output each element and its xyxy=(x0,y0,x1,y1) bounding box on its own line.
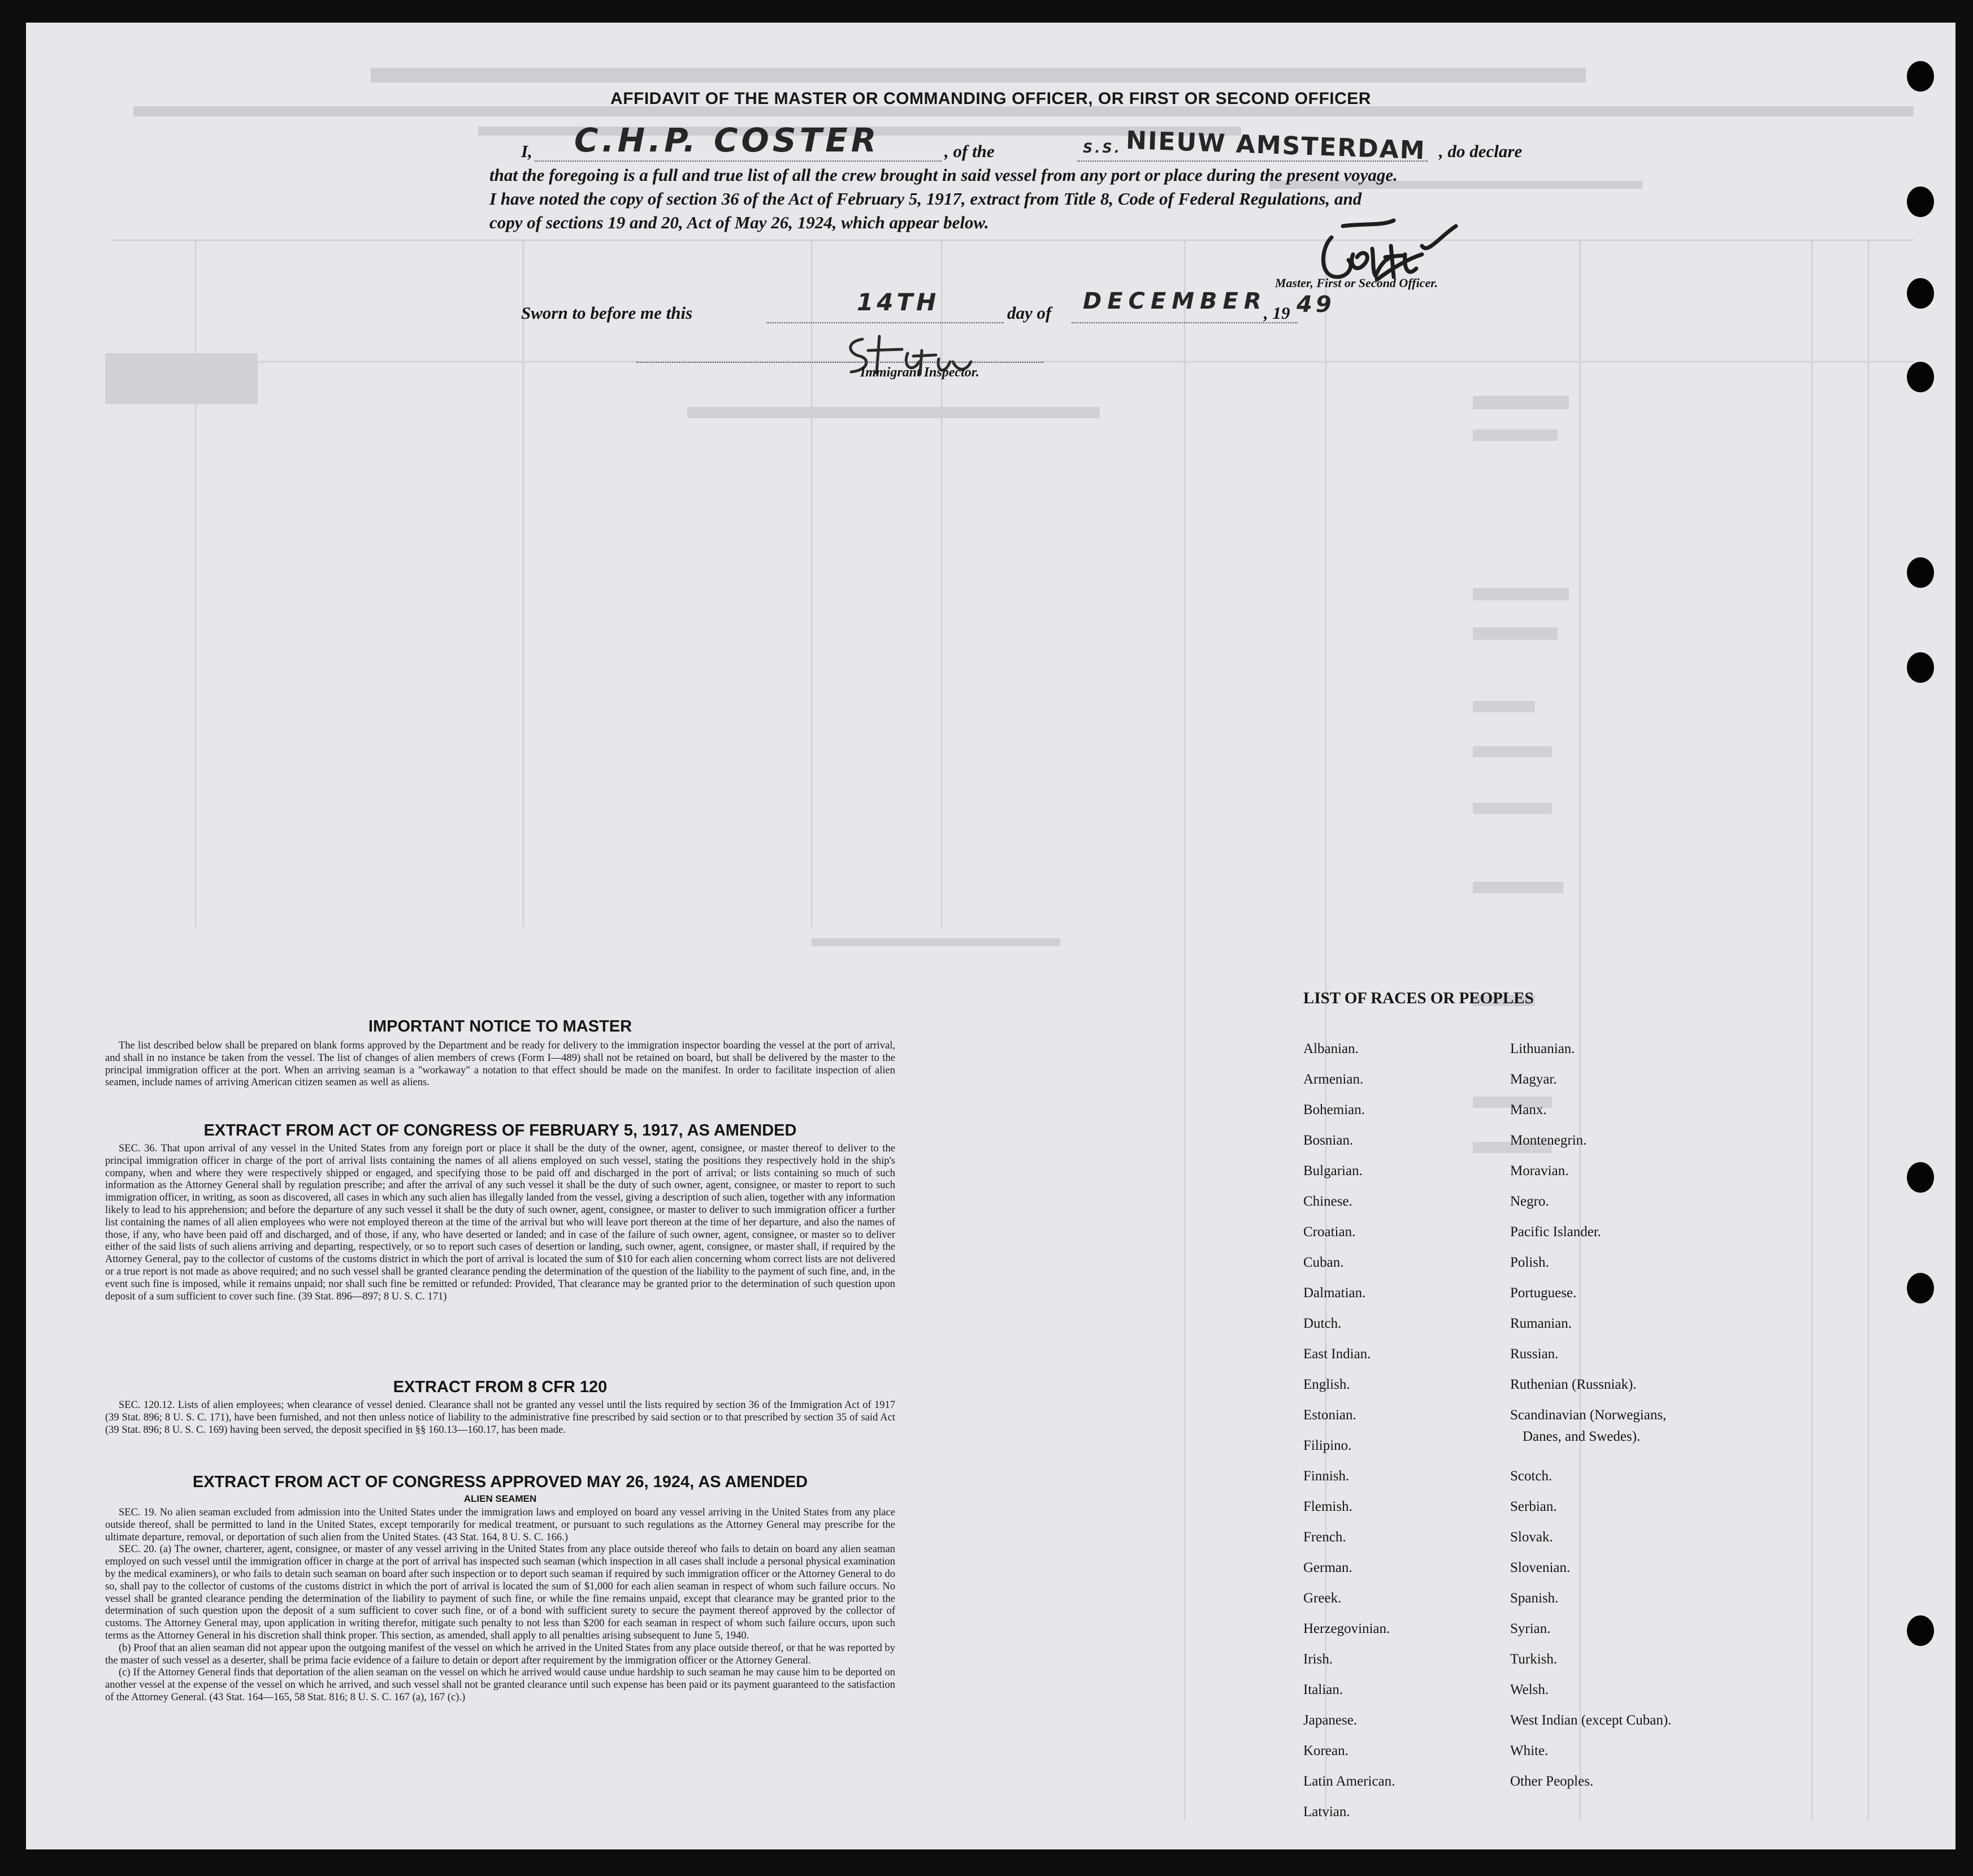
punch-hole xyxy=(1907,1615,1934,1646)
race-item: Montenegrin. xyxy=(1510,1133,1587,1148)
race-item: Manx. xyxy=(1510,1102,1547,1117)
inspector-caption: Immigrant Inspector. xyxy=(860,365,979,380)
race-item: Rumanian. xyxy=(1510,1316,1572,1331)
vessel-name-handwritten: NIEUW AMSTERDAM xyxy=(1125,125,1426,166)
extract-cfr-title: EXTRACT FROM 8 CFR 120 xyxy=(393,1378,608,1396)
race-item: Moravian. xyxy=(1510,1163,1569,1179)
race-item: West Indian (except Cuban). xyxy=(1510,1713,1672,1728)
sworn-day-handwritten: 14TH xyxy=(857,288,940,316)
extract-1924-sec19: SEC. 19. No alien seaman excluded from admission into the United States under the immigration laws and employed on board any vessel arriving in the United States from any place outside thereof, shall be permitted to land in the United States, except temporarily for medical treatment, or pursuant to such regulations as the Attorney General may prescribe for the ultimate departure, removal, or deportation of such alien from the United States. (43 Stat. 164, 8 U. S. C. 166.) xyxy=(105,1507,895,1543)
race-item: Bulgarian. xyxy=(1303,1163,1363,1179)
extract-1924-subtitle: ALIEN SEAMEN xyxy=(463,1493,537,1504)
race-item: Other Peoples. xyxy=(1510,1774,1594,1789)
race-item: Turkish. xyxy=(1510,1652,1558,1667)
declaration-prefix: I, xyxy=(521,141,532,161)
inspector-signature-line xyxy=(636,362,1043,363)
race-item: Armenian. xyxy=(1303,1072,1364,1087)
race-item: Magyar. xyxy=(1510,1072,1557,1087)
punch-hole xyxy=(1907,278,1934,309)
race-item: Latin American. xyxy=(1303,1774,1395,1789)
race-item: Welsh. xyxy=(1510,1682,1549,1697)
master-name-line xyxy=(535,161,942,162)
punch-hole xyxy=(1907,1273,1934,1303)
race-item: Negro. xyxy=(1510,1194,1549,1209)
race-item: Portuguese. xyxy=(1510,1285,1577,1301)
extract-1924-sec20a: SEC. 20. (a) The owner, charterer, agent, consignee, or master of any vessel arriving in the United States from any place outside thereof who fails to detain on board any alien seaman employed on such vessel until the immigration officer in charge at the port of arrival has inspected such seaman (which inspection in all cases shall include a personal physical examination by the medical examiners), or who fails to detain such seaman on board after such inspection or to deport such seaman if required by such immigration officer or the Attorney General to do so, shall pay to the collector of customs of the customs district in which the port of arrival is located the sum of $1,000 for each alien seaman in respect of whom such failure occurs. No vessel shall be granted clearance pending the determination of the liability to payment of such fine, or while the fine remains unpaid, except that clearance may be granted prior to the determination of such question upon the deposit of a sum sufficient to cover such fine, or of a bond with sufficient surety to secure the payment thereof approved by the collector of customs. The Attorney General may, upon application in writing therefor, mitigate such penalty to not less than $200 for each seaman in respect of whom such failure occurs, upon such terms as the Attorney General in his discretion shall think proper. This section, as amended, shall apply to all penalties arising subsequent to June 5, 1940. xyxy=(105,1544,895,1641)
race-item: Lithuanian. xyxy=(1510,1041,1575,1056)
punch-hole xyxy=(1907,652,1934,683)
race-item: Polish. xyxy=(1510,1255,1549,1270)
vessel-prefix-handwritten: S.S. xyxy=(1083,140,1122,156)
extract-1924-sec20c: (c) If the Attorney General finds that deportation of the alien seaman on the vessel on which he arrived would cause undue hardship to such seaman he may cause him to be deported on another vessel at the expense of the vessel on which he arrived, and such vessel shall not be granted clearance until such expense has been paid or its payment guaranteed to the satisfaction of the Attorney General. (43 Stat. 164—165, 58 Stat. 816; 8 U. S. C. 167 (a), 167 (c).) xyxy=(105,1667,895,1703)
race-item: Japanese. xyxy=(1303,1713,1358,1728)
race-item: Croatian. xyxy=(1303,1224,1356,1240)
race-item: Italian. xyxy=(1303,1682,1343,1697)
race-item: Serbian. xyxy=(1510,1499,1557,1514)
race-item: English. xyxy=(1303,1377,1350,1392)
race-item: Pacific Islander. xyxy=(1510,1224,1602,1240)
race-item: Dutch. xyxy=(1303,1316,1342,1331)
sworn-month-handwritten: DECEMBER xyxy=(1083,288,1267,314)
race-item: Russian. xyxy=(1510,1346,1559,1362)
master-caption-text: Master, First or Second Officer. xyxy=(1275,276,1438,290)
race-item: Finnish. xyxy=(1303,1468,1350,1484)
sworn-year-handwritten: 49 xyxy=(1296,292,1335,318)
sworn-day-of: day of xyxy=(1007,303,1052,323)
notice-title: IMPORTANT NOTICE TO MASTER xyxy=(368,1017,632,1036)
notice-paragraph: The list described below shall be prepared on blank forms approved by the Department and be ready for delivery to the immigration inspector boarding the vessel at the port of arrival, and shall in no instance be taken from the vessel. The list of changes of alien members of crews (Form I—489) shall not be retained on board, but shall be delivered by the master to the principal immigration officer at the port. When an arriving seaman is a "workaway" a notation to that effect should be made on the manifest. In order to facilitate inspection of alien seamen, include names of arriving American citizen seamen as well as aliens. xyxy=(105,1040,895,1089)
race-item: Slovenian. xyxy=(1510,1560,1571,1575)
race-item: Bosnian. xyxy=(1303,1133,1354,1148)
punch-hole xyxy=(1907,362,1934,392)
race-item: Cuban. xyxy=(1303,1255,1344,1270)
race-item: Albanian. xyxy=(1303,1041,1359,1056)
races-title: LIST OF RACES OR PEOPLES xyxy=(1303,989,1534,1007)
affidavit-line-3: I have noted the copy of section 36 of the Act of February 5, 1917, extract from Title 8, Code of Federal Regulations, and xyxy=(489,189,1362,209)
extract-1924-sec20b: (b) Proof that an alien seaman did not appear upon the outgoing manifest of the vessel on which he arrived in the United States from any place outside thereof, or that he was reported by the master of such vessel as a deserter, shall be prima facie evidence of a failure to detain or deport after requirement by the immigration officer or the Attorney General. xyxy=(105,1642,895,1666)
races-column-2 xyxy=(1510,1041,1671,1804)
master-caption xyxy=(1275,276,1438,291)
race-item: Greek. xyxy=(1303,1591,1342,1606)
extract-cfr-text xyxy=(105,1400,895,1436)
declaration-of-the: , of the xyxy=(944,141,995,161)
punch-hole xyxy=(1907,187,1934,217)
extract-1917-text xyxy=(105,1143,895,1303)
race-item: Herzegovinian. xyxy=(1303,1621,1390,1636)
extract-cfr-paragraph: SEC. 120.12. Lists of alien employees; when clearance of vessel denied. Clearance shall not be granted any vessel until the lists required by section 36 of the Immigration Act of 1917 (39 Stat. 896; 8 U. S. C. 171), have been furnished, and not then unless notice of liability to the administrative fine prescribed by said section or to that prescribed by section 35 of said Act (39 Stat. 896; 8 U. S. C. 169) having been served, the deposit specified in §§ 160.13—160.17, has been made. xyxy=(105,1400,895,1436)
document-sheet xyxy=(26,23,1955,1849)
affidavit-line-4: copy of sections 19 and 20, Act of May 26, 1924, which appear below. xyxy=(489,213,989,232)
race-item: Bohemian. xyxy=(1303,1102,1365,1117)
race-item: Dalmatian. xyxy=(1303,1285,1366,1301)
sworn-day-line xyxy=(766,322,1004,323)
notice-text xyxy=(105,1040,895,1089)
affidavit-title: AFFIDAVIT OF THE MASTER OR COMMANDING OFFICER, OR FIRST OR SECOND OFFICER xyxy=(610,89,1371,108)
master-name-handwritten: C.H.P. COSTER xyxy=(574,121,880,159)
punch-hole xyxy=(1907,1162,1934,1193)
punch-hole xyxy=(1907,557,1934,588)
sworn-year-prefix: , 19 xyxy=(1264,303,1290,323)
race-item: Flemish. xyxy=(1303,1499,1352,1514)
race-item: Scotch. xyxy=(1510,1468,1553,1484)
race-item: Filipino. xyxy=(1303,1438,1352,1453)
race-item: White. xyxy=(1510,1743,1549,1758)
declaration-suffix: , do declare xyxy=(1439,141,1523,161)
race-item: Ruthenian (Russniak). xyxy=(1510,1377,1637,1392)
race-item: East Indian. xyxy=(1303,1346,1371,1362)
extract-1917-paragraph: SEC. 36. That upon arrival of any vessel in the United States from any foreign port or place it shall be the duty of the owner, agent, consignee, or master thereof to deliver to the principal immigration officer in charge of the port of arrival lists containing the names of all aliens employed on such vessel, stating the positions they respectively hold in the ship's company, when and where they were respectively shipped or engaged, and specifying those to be paid off and discharged in the port of arrival; or lists containing so much of such information as the Attorney General shall by regulation prescribe; and after the arrival of any such vessel it shall be the duty of such owner, agent, consignee, or master to report to such immigration officer, in writing, as soon as discovered, all cases in which any such alien has illegally landed from the vessel, giving a description of such alien, together with any information likely to lead to his apprehension; and before the departure of any such vessel it shall be the duty of such owner, agent, consignee, or master to deliver to such immigration officer a further list containing the names of all alien employees who were not employed thereon at the time of the arrival but who will leave port thereon at the time of her departure, and also the names of those, if any, who have been paid off and discharged, and of those, if any, who have deserted or landed; and in case of the failure of such owner, agent, consignee, or master so to deliver either of the said lists of such aliens arriving and departing, respectively, or so to report such cases of desertion or landing, such owner, agent, consignee, or master shall, if required by the Attorney General, pay to the collector of customs of the customs district in which the port of arrival is located the sum of $10 for each alien concerning whom correct lists are not delivered or a true report is not made as above required; and no such vessel shall be granted clearance pending the determination of the question of the liability to the payment of such fine, and, in the event such fine is imposed, while it remains unpaid; nor shall such fine be remitted or refunded: Provided, That clearance may be granted prior to the determination of such question upon deposit of a sum sufficient to cover such fine. (39 Stat. 896—897; 8 U. S. C. 171) xyxy=(105,1143,895,1302)
extract-1917-title: EXTRACT FROM ACT OF CONGRESS OF FEBRUARY 5, 1917, AS AMENDED xyxy=(203,1121,797,1140)
extract-1924-title: EXTRACT FROM ACT OF CONGRESS APPROVED MAY 26, 1924, AS AMENDED xyxy=(192,1473,808,1491)
race-item: Latvian. xyxy=(1303,1804,1350,1819)
race-item: German. xyxy=(1303,1560,1352,1575)
race-item: Irish. xyxy=(1303,1652,1333,1667)
extract-1924-text xyxy=(105,1507,895,1704)
sworn-prefix: Sworn to before me this xyxy=(521,303,693,323)
race-item: Syrian. xyxy=(1510,1621,1551,1636)
race-item: Slovak. xyxy=(1510,1530,1553,1545)
vessel-name-line xyxy=(1077,161,1428,162)
affidavit-line-2: that the foregoing is a full and true list of all the crew brought in said vessel from any port or place during the present voyage. xyxy=(489,165,1398,185)
race-item: Estonian. xyxy=(1303,1407,1356,1423)
race-item: Danes, and Swedes). xyxy=(1523,1429,1641,1444)
race-item: Scandinavian (Norwegians, xyxy=(1510,1407,1667,1423)
race-item: French. xyxy=(1303,1530,1346,1545)
punch-hole xyxy=(1907,61,1934,92)
race-item: Chinese. xyxy=(1303,1194,1352,1209)
race-item: Spanish. xyxy=(1510,1591,1559,1606)
race-item: Korean. xyxy=(1303,1743,1348,1758)
races-column-1 xyxy=(1303,1041,1395,1835)
